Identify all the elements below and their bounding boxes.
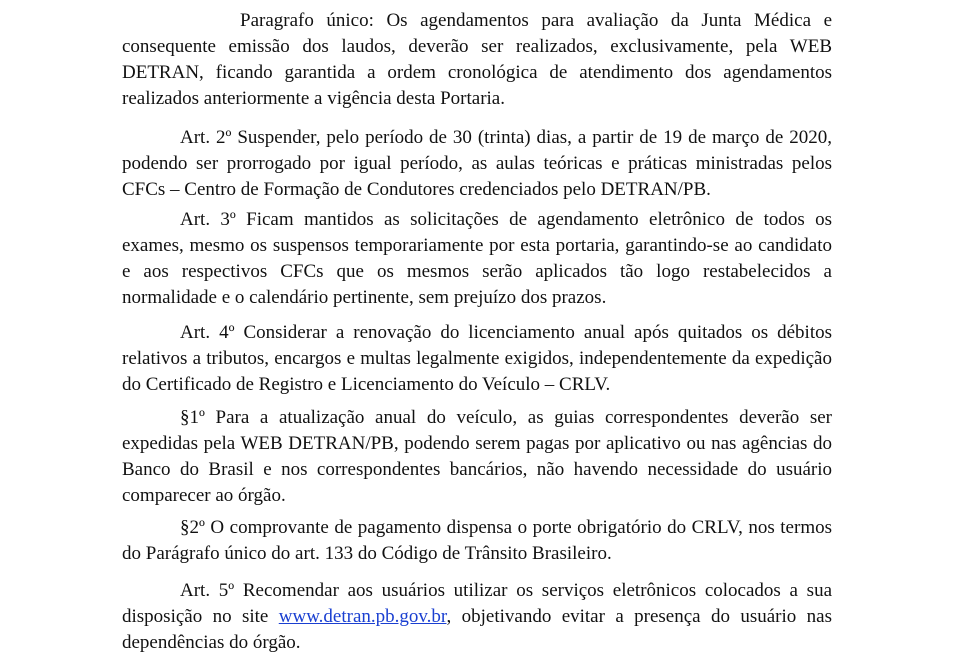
art-5-text-before: Art. 5º Recomendar aos usuários utilizar os serviços eletrônicos colocados a sua disposição no site <box>122 580 832 627</box>
paragraph-2 <box>122 515 832 567</box>
paragrafo-unico-text: Paragrafo único: Os agendamentos para avaliação da Junta Médica e consequente emissão dos laudos, deverão ser realizados, exclusivamente, pela WEB DETRAN, ficando garantida a ordem cronológica de atendimento dos agendamentos realizados anteriormente a vigência desta Portaria. <box>122 10 832 109</box>
art-5 <box>122 578 832 656</box>
art-3-text: Art. 3º Ficam mantidos as solicitações de agendamento eletrônico de todos os exames, mesmo os suspensos temporariamente por esta portaria, garantindo-se ao candidato e aos respectivos CFCs que os mesmos serão aplicados tão logo restabelecidos a normalidade e o calendário pertinente, sem prejuízo dos prazos. <box>122 209 832 308</box>
art-4-text: Art. 4º Considerar a renovação do licenciamento anual após quitados os débitos relativos a tributos, encargos e multas legalmente exigidos, independentemente da expedição do Certificado de Registro e Licenciamento do Veículo – CRLV. <box>122 322 832 395</box>
art-2 <box>122 125 832 203</box>
art-5-text-after: , objetivando evitar a presença do usuário nas dependências do órgão. <box>122 606 832 653</box>
paragrafo-unico <box>122 8 832 112</box>
paragraph-1 <box>122 405 832 509</box>
paragraph-2-text: §2º O comprovante de pagamento dispensa o porte obrigatório do CRLV, nos termos do Parágrafo único do art. 133 do Código de Trânsito Brasileiro. <box>122 517 832 564</box>
art-2-text: Art. 2º Suspender, pelo período de 30 (trinta) dias, a partir de 19 de março de 2020, podendo ser prorrogado por igual período, as aulas teóricas e práticas ministradas pelos CFCs – Centro de Formação de Condutores credenciados pelo DETRAN/PB. <box>122 127 832 200</box>
art-3 <box>122 207 832 311</box>
detran-site-link[interactable]: www.detran.pb.gov.br <box>278 606 447 627</box>
paragraph-1-text: §1º Para a atualização anual do veículo, as guias correspondentes deverão ser expedidas pela WEB DETRAN/PB, podendo serem pagas por aplicativo ou nas agências do Banco do Brasil e nos correspondentes bancários, não havendo necessidade do usuário comparecer ao órgão. <box>122 407 832 506</box>
art-4 <box>122 320 832 398</box>
